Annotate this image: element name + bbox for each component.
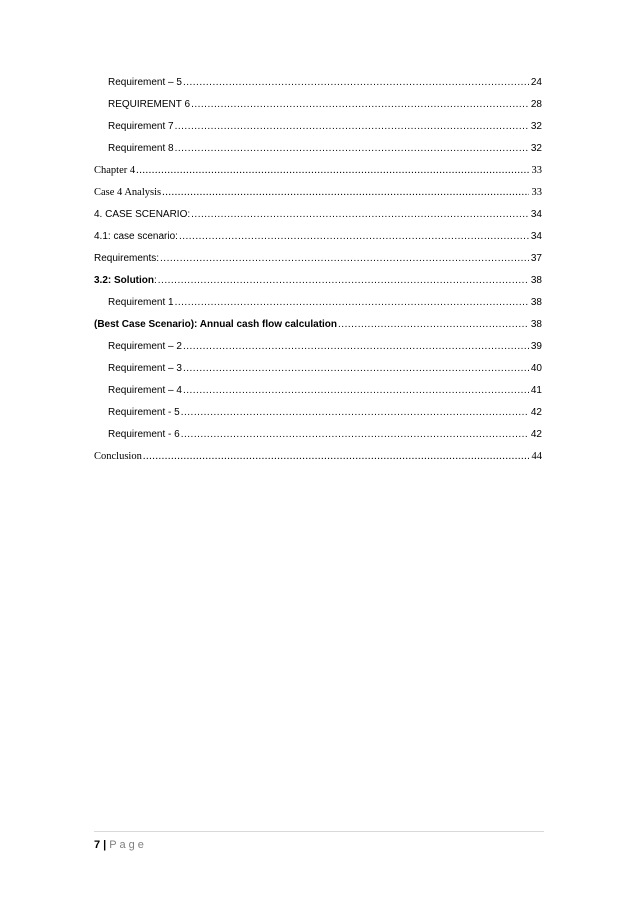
- toc-leader-dots: [183, 358, 529, 380]
- toc-leader-dots: [175, 138, 529, 160]
- toc-entry-title: Chapter 4: [94, 165, 136, 176]
- toc-entry-page: 37: [530, 253, 542, 264]
- toc-leader-dots: [183, 72, 529, 94]
- toc-entry-page: 44: [531, 451, 542, 462]
- toc-entry-bold-label: 3.2: Solution: [94, 275, 154, 286]
- toc-entry-title: [94, 270, 157, 292]
- toc-leader-dots: [143, 446, 529, 468]
- toc-entry-title: Requirement – 3: [108, 363, 182, 374]
- toc-leader-dots: [158, 270, 529, 292]
- toc-leader-dots: [136, 160, 529, 182]
- toc-entry-title: Requirement - 6: [108, 429, 180, 440]
- toc-entry-page: 40: [530, 363, 542, 374]
- toc-leader-dots: [183, 380, 529, 402]
- toc-leader-dots: [183, 336, 529, 358]
- toc-leader-dots: [160, 248, 529, 270]
- toc-entry-page: 32: [530, 121, 542, 132]
- page-label: Page: [109, 839, 147, 851]
- toc-leader-dots: [181, 402, 529, 424]
- toc-entry[interactable]: [94, 446, 542, 468]
- toc-entry[interactable]: [94, 182, 542, 204]
- toc-entry-page: 34: [530, 209, 542, 220]
- toc-entry[interactable]: [94, 116, 542, 138]
- footer-separator: |: [103, 839, 107, 851]
- table-of-contents: [94, 72, 542, 468]
- toc-entry-page: 24: [530, 77, 542, 88]
- toc-entry[interactable]: [94, 160, 542, 182]
- toc-entry-title: Requirement 1: [108, 297, 174, 308]
- toc-entry[interactable]: [94, 248, 542, 270]
- toc-entry[interactable]: [94, 94, 542, 116]
- toc-entry-page: 33: [531, 165, 542, 176]
- toc-entry-title: Requirements:: [94, 253, 160, 264]
- toc-entry-page: 41: [530, 385, 542, 396]
- toc-leader-dots: [179, 226, 529, 248]
- toc-entry[interactable]: [94, 380, 542, 402]
- toc-leader-dots: [338, 314, 529, 336]
- toc-entry-page: 42: [530, 429, 542, 440]
- toc-leader-dots: [175, 292, 529, 314]
- toc-entry-page: 38: [530, 319, 542, 330]
- toc-entry-page: 28: [530, 99, 542, 110]
- toc-entry[interactable]: [94, 138, 542, 160]
- toc-entry-title: Requirement – 2: [108, 341, 182, 352]
- toc-entry[interactable]: [94, 226, 542, 248]
- toc-entry-title: Requirement - 5: [108, 407, 180, 418]
- toc-entry[interactable]: [94, 270, 542, 292]
- toc-entry-colon: :: [154, 275, 157, 286]
- toc-entry-title: Requirement 7: [108, 121, 174, 132]
- toc-entry[interactable]: [94, 424, 542, 446]
- page-footer: [94, 831, 544, 851]
- toc-entry-title: Case 4 Analysis: [94, 187, 162, 198]
- toc-leader-dots: [175, 116, 529, 138]
- toc-leader-dots: [191, 94, 529, 116]
- toc-entry-page: 34: [530, 231, 542, 242]
- toc-entry[interactable]: [94, 72, 542, 94]
- toc-entry[interactable]: [94, 314, 542, 336]
- toc-entry-title: (Best Case Scenario): Annual cash flow calculation: [94, 319, 338, 330]
- toc-entry-title: Requirement – 5: [108, 77, 182, 88]
- toc-entry-title: Requirement 8: [108, 143, 174, 154]
- toc-entry[interactable]: [94, 358, 542, 380]
- toc-entry[interactable]: [94, 402, 542, 424]
- toc-entry-page: 42: [530, 407, 542, 418]
- toc-entry-title: 4.1: case scenario:: [94, 231, 178, 242]
- toc-leader-dots: [191, 204, 529, 226]
- toc-entry[interactable]: [94, 336, 542, 358]
- toc-leader-dots: [162, 182, 529, 204]
- toc-entry-page: 39: [530, 341, 542, 352]
- toc-entry[interactable]: [94, 204, 542, 226]
- toc-leader-dots: [181, 424, 529, 446]
- toc-entry-page: 32: [530, 143, 542, 154]
- toc-entry-page: 33: [531, 187, 542, 198]
- toc-entry-page: 38: [530, 297, 542, 308]
- toc-entry-title: Requirement – 4: [108, 385, 182, 396]
- toc-entry-title: REQUIREMENT 6: [108, 99, 191, 110]
- toc-entry-page: 38: [530, 275, 542, 286]
- toc-entry-title: 4. CASE SCENARIO:: [94, 209, 191, 220]
- toc-entry-title: Conclusion: [94, 451, 142, 462]
- toc-entry[interactable]: [94, 292, 542, 314]
- page-number: 7: [94, 839, 101, 851]
